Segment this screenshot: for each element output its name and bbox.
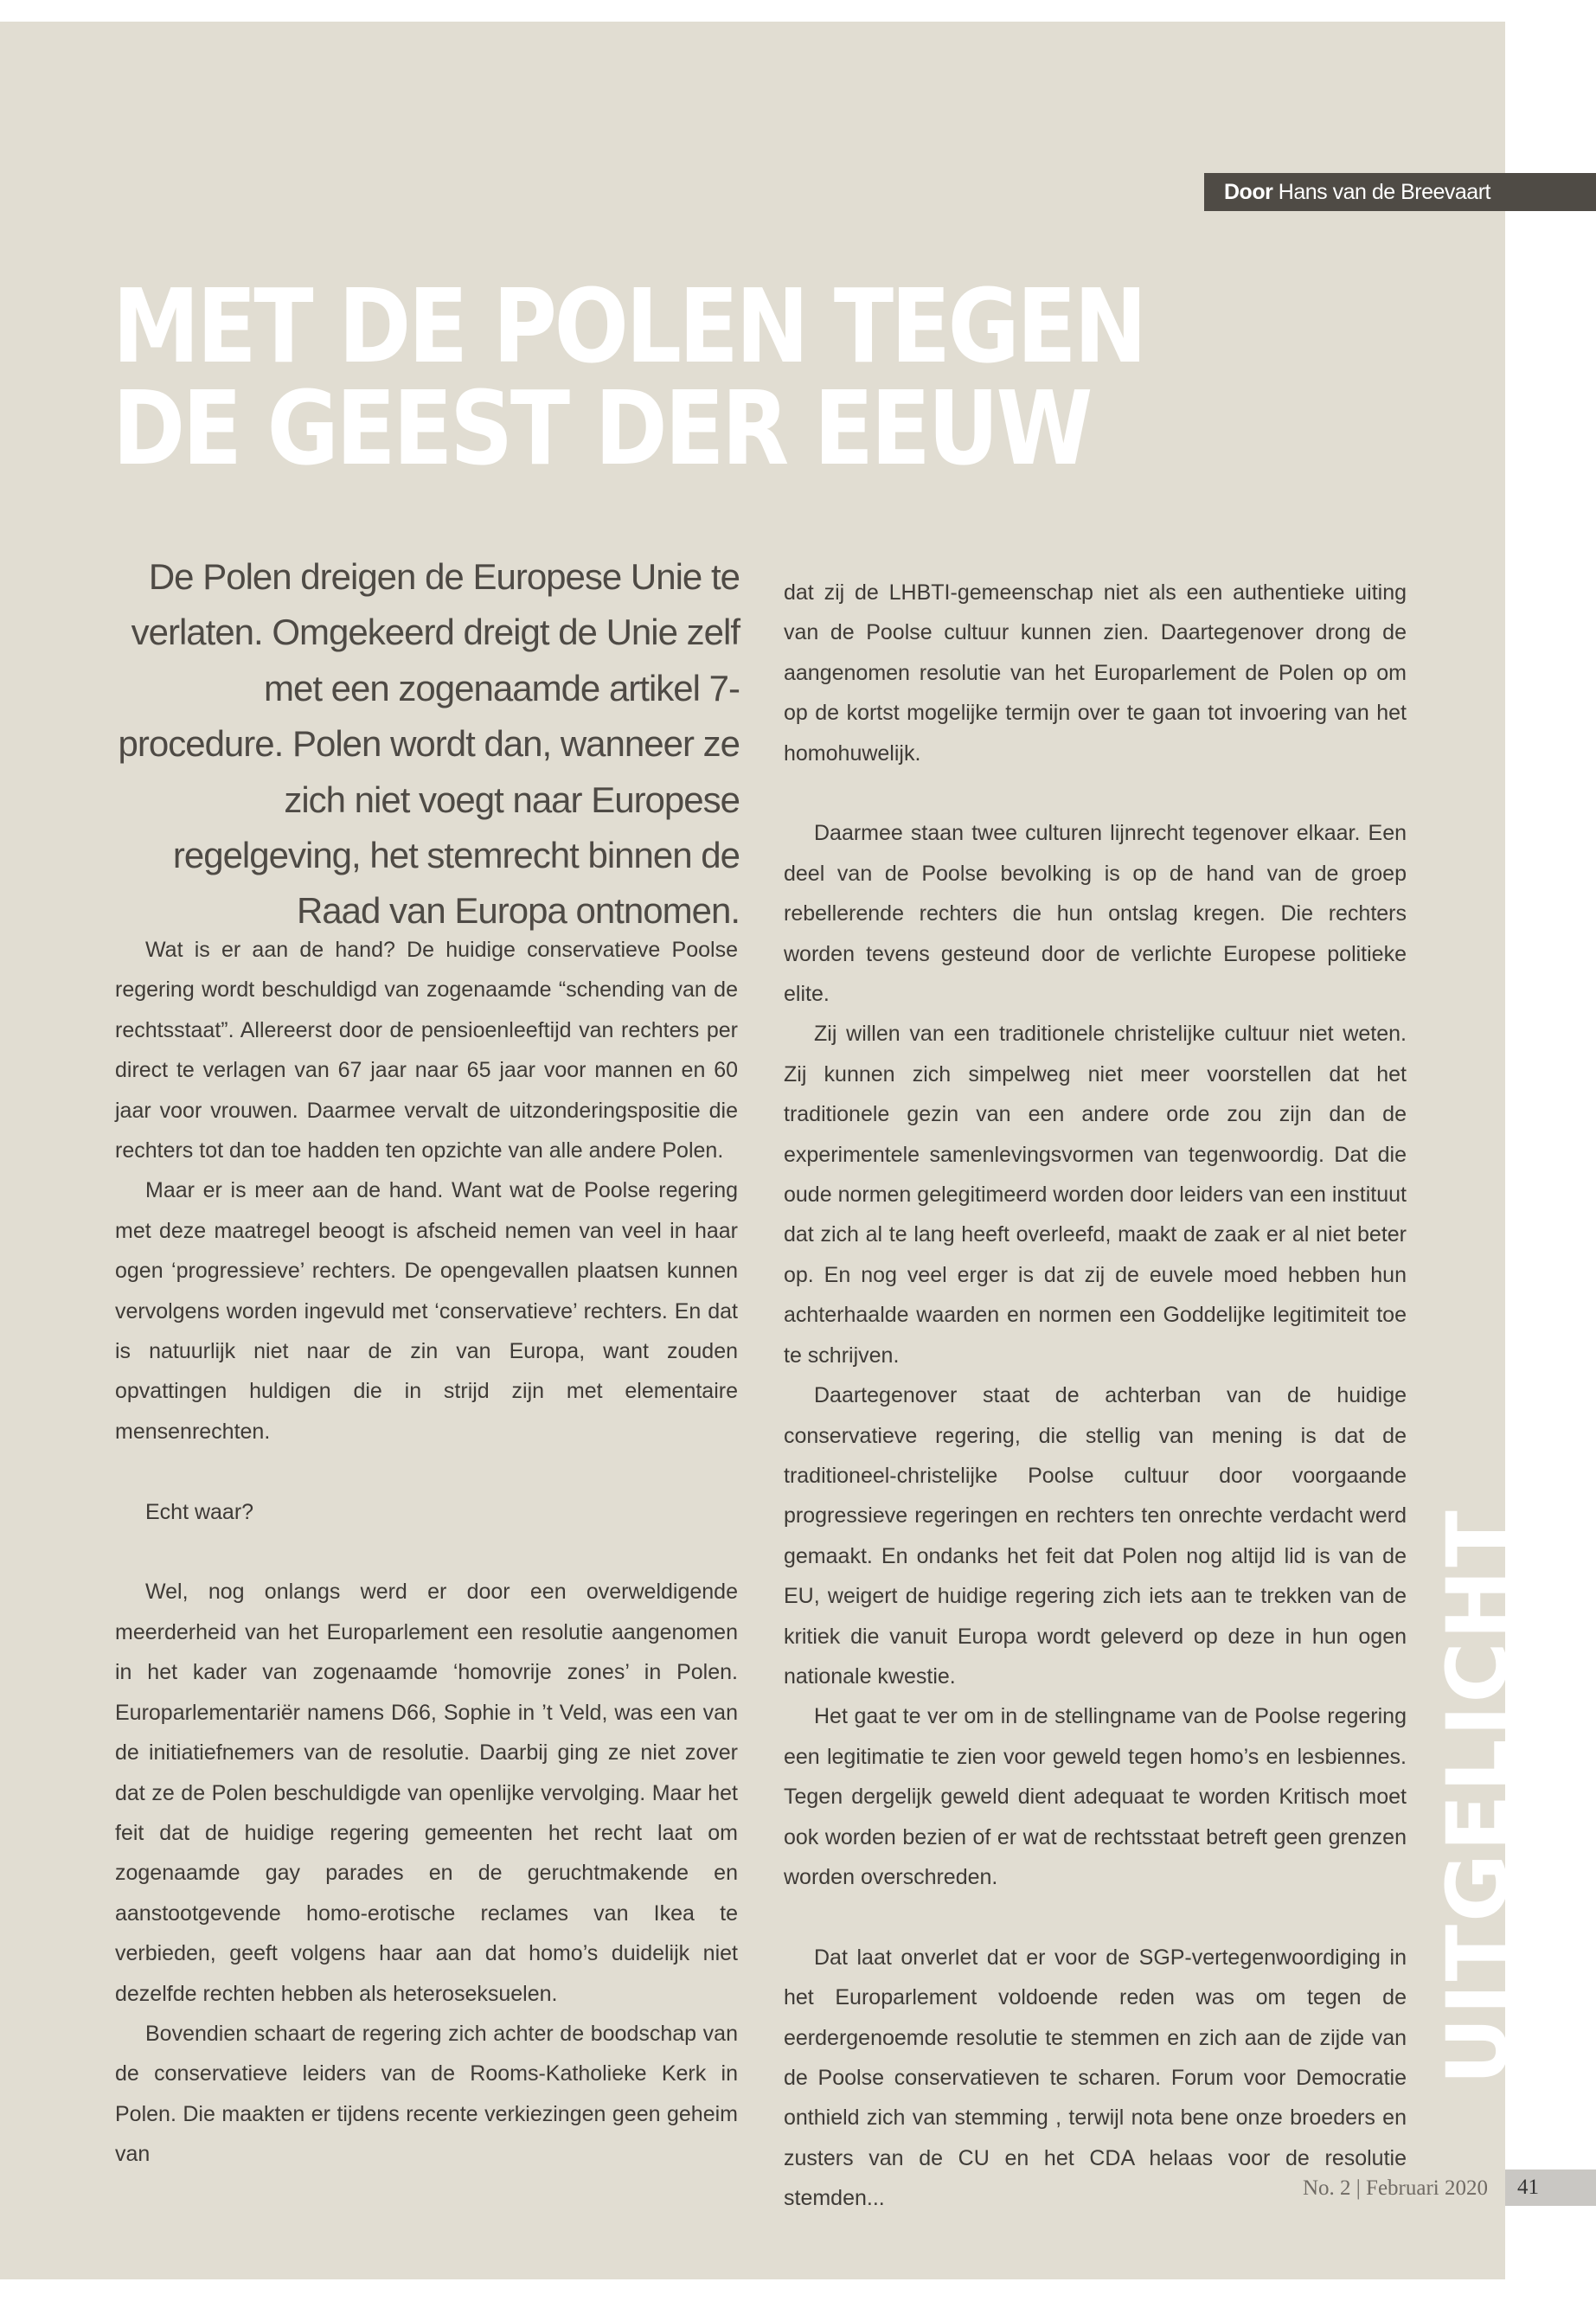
footer-separator: | bbox=[1356, 2176, 1361, 2200]
body-paragraph: Wel, nog onlangs werd er door een overweldigende meerderheid van het Europarlement een resolutie aangenomen in het kader van zogenaamde ‘homovrije zones’ in Polen. Europarlementariër namens D66, Sophie in ’t Veld, was een van de initiatiefnemers van de resolutie. Daarbij ging ze niet zover dat ze de Polen beschuldigde van openlijke vervolging. Maar het feit dat de huidige regering gemeenten het recht laat om zogenaamde gay parades en de geruchtmakende en aanstootgevende homo-erotische reclames van Ikea te verbieden, geeft volgens haar aan dat homo’s duidelijk niet dezelfde rechten hebben als heteroseksuelen. bbox=[115, 1580, 738, 2006]
section-label: UITGELICHT bbox=[1429, 1508, 1526, 2085]
footer-issue-info bbox=[1211, 2171, 1488, 2206]
article-title bbox=[112, 266, 1144, 488]
body-paragraph: Het gaat te ver om in de stellingname van de Poolse regering een legitimatie te zien voor geweld tegen homo’s en lesbiennes. Tegen dergelijk geweld dient adequaat te worden Kritisch moet ook worden bezien of er wat de rechtsstaat betreft geen grenzen worden overschreden. bbox=[784, 1704, 1407, 1889]
title-line-1: MET DE POLEN TEGEN bbox=[112, 266, 1144, 386]
body-paragraph: Maar er is meer aan de hand. Want wat de Poolse regering met deze maatregel beoogt is afscheid nemen van veel in haar ogen ‘progressieve’ rechters. De opengevallen plaatsen kunnen vervolgens worden ingevuld met ‘conservatieve’ rechters. En dat is natuurlijk niet naar de zin van Europa, want zouden opvattingen huldigen die in strijd zijn met elementaire mensenrechten. bbox=[115, 1178, 738, 1444]
lead-paragraph: De Polen dreigen de Europese Unie te verlaten. Omgekeerd dreigt de Unie zelf met een zogenaamde artikel 7-procedure. Polen wordt dan, wanneer ze zich niet voegt naar Europese regelgeving, het stemrecht binnen de Raad van Europa ontnomen. bbox=[118, 556, 740, 932]
body-paragraph: Dat laat onverlet dat er voor de SGP-vertegenwoordiging in het Europarlement voldoende reden was om tegen de eerdergenoemde resolutie te stemmen en zich aan de zijde van de Poolse conservatieven te scharen. Forum voor Democratie onthield zich van stemming , terwijl nota bene onze broeders en zusters van de CU en het CDA helaas voor de resolutie stemden... bbox=[784, 1945, 1407, 2211]
left-column bbox=[115, 930, 738, 2175]
body-paragraph: Bovendien schaart de regering zich achter de boodschap van de conservatieve leiders van de Rooms-Katholieke Kerk in Polen. Die maakten er tijdens recente verkiezingen geen geheim van bbox=[115, 2021, 738, 2167]
footer-issue: No. 2 bbox=[1302, 2176, 1351, 2200]
body-paragraph: dat zij de LHBTI-gemeenschap niet als een authentieke uiting van de Poolse cultuur kunnen zien. Daartegenover drong de aangenomen resolutie van het Europarlement de Polen op om op de kortst mogelijke termijn over te gaan tot invoering van het homohuwelijk. bbox=[784, 580, 1407, 766]
body-paragraph: Zij willen van een traditionele christelijke cultuur niet weten. Zij kunnen zich simpelweg niet meer voorstellen dat het traditionele gezin van een andere orde zou zijn dan de experimentele samenlevingsvormen van tegenwoordig. Dat die oude normen gelegitimeerd worden door leiders van een instituut dat zich al te lang heeft overleefd, maakt de zaak er al niet beter op. En nog veel erger is dat zij de euvele moed hebben hun achterhaalde waarden en normen een Goddelijke legitimiteit toe te schrijven. bbox=[784, 1022, 1407, 1368]
body-paragraph: Wat is er aan de hand? De huidige conservatieve Poolse regering wordt beschuldigd van zogenaamde “schending van de rechtsstaat”. Allereerst door de pensioenleeftijd van rechters per direct te verlagen van 67 jaar naar 65 jaar voor mannen en 60 jaar voor vrouwen. Daarmee vervalt de uitzonderingspositie die rechters tot dan toe hadden ten opzichte van alle andere Polen. bbox=[115, 938, 738, 1163]
title-line-2: DE GEEST DER EEUW bbox=[112, 369, 1090, 488]
byline bbox=[1204, 173, 1596, 211]
byline-author: Hans van de Breevaart bbox=[1278, 180, 1490, 204]
byline-prefix: Door bbox=[1224, 180, 1273, 204]
subheading: Echt waar? bbox=[145, 1499, 254, 1524]
footer-date: Februari 2020 bbox=[1366, 2176, 1488, 2200]
body-paragraph: Daartegenover staat de achterban van de huidige conservatieve regering, die stellig van mening is dat de traditioneel-christelijke Poolse cultuur door voorgaande progressieve regeringen en rechters ten onrechte verdacht werd gemaakt. En ondanks het feit dat Polen nog altijd lid is van de EU, weigert de huidige regering zich iets aan te trekken van de kritiek die vanuit Europa wordt geleverd op deze in hun ogen nationale kwestie. bbox=[784, 1383, 1407, 1689]
page-number: 41 bbox=[1505, 2170, 1596, 2206]
body-paragraph: Daarmee staan twee culturen lijnrecht tegenover elkaar. Een deel van de Poolse bevolking is op de hand van de groep rebellerende rechters die hun ontslag kregen. Die rechters worden tevens gesteund door de verlichte Europese politieke elite. bbox=[784, 821, 1407, 1007]
right-column bbox=[784, 573, 1407, 2219]
